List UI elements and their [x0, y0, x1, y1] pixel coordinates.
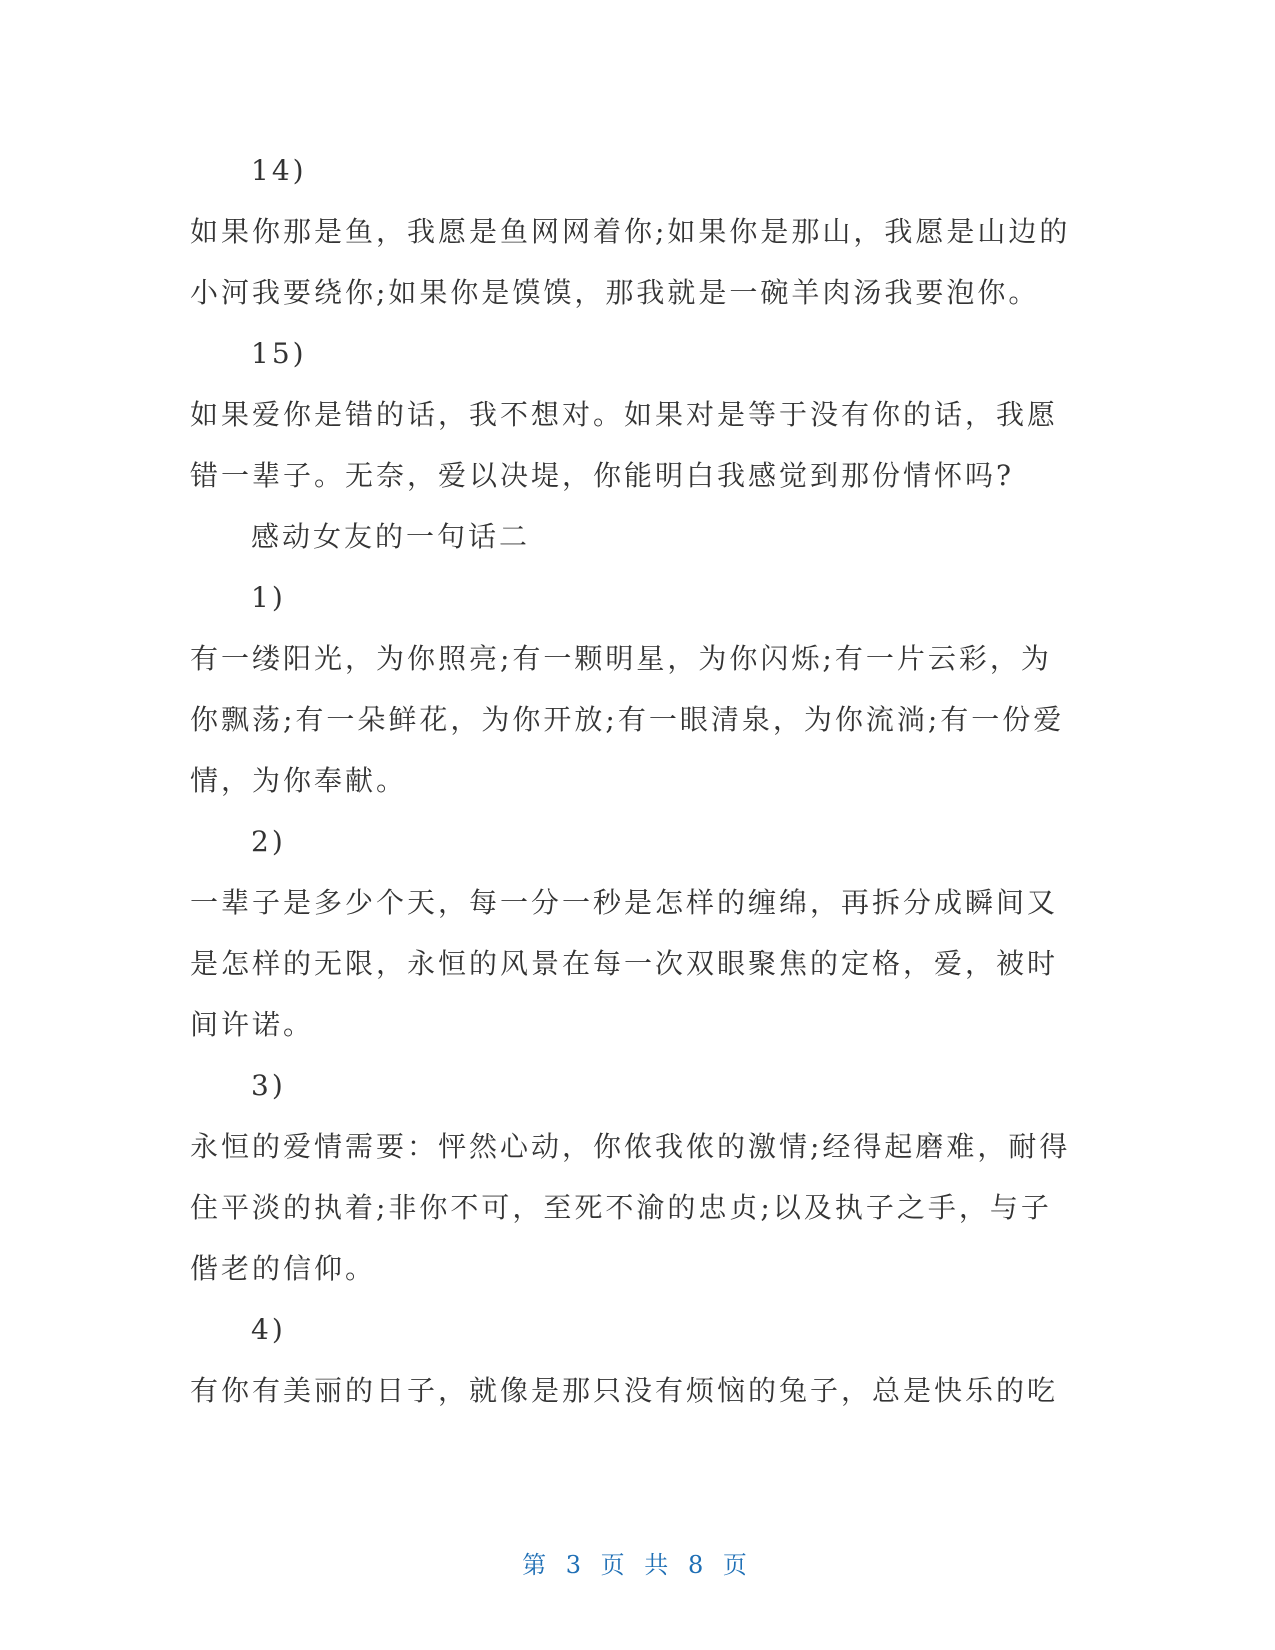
item-number-1: 1)	[251, 581, 286, 614]
paragraph-line: 如果你那是鱼，我愿是鱼网网着你;如果你是那山，我愿是山边的	[190, 215, 1071, 248]
paragraph-line: 小河我要绕你;如果你是馍馍，那我就是一碗羊肉汤我要泡你。	[190, 276, 1040, 309]
paragraph-line: 如果爱你是错的话，我不想对。如果对是等于没有你的话，我愿	[190, 398, 1059, 431]
paragraph-line: 情，为你奉献。	[190, 764, 408, 797]
item-number-4: 4)	[251, 1313, 286, 1346]
paragraph-line: 有一缕阳光，为你照亮;有一颗明星，为你闪烁;有一片云彩，为	[190, 642, 1052, 675]
paragraph-line: 有你有美丽的日子，就像是那只没有烦恼的兔子，总是快乐的吃	[190, 1374, 1059, 1407]
page-number-footer: 第 3 页 共 8 页	[522, 1551, 753, 1579]
paragraph-line: 你飘荡;有一朵鲜花，为你开放;有一眼清泉，为你流淌;有一份爱	[190, 703, 1065, 736]
paragraph-line: 永恒的爱情需要：怦然心动，你侬我侬的激情;经得起磨难，耐得	[190, 1130, 1071, 1163]
item-number-15: 15)	[251, 337, 307, 370]
paragraph-line: 住平淡的执着;非你不可，至死不渝的忠贞;以及执子之手，与子	[190, 1191, 1052, 1224]
paragraph-line: 间许诺。	[190, 1008, 315, 1041]
section-heading: 感动女友的一句话二	[251, 520, 531, 553]
paragraph-line: 是怎样的无限，永恒的风景在每一次双眼聚焦的定格，爱，被时	[190, 947, 1059, 980]
document-body	[190, 140, 1090, 1421]
item-number-3: 3)	[251, 1069, 286, 1102]
item-number-2: 2)	[251, 825, 286, 858]
paragraph-line: 偕老的信仰。	[190, 1252, 377, 1285]
item-number-14: 14)	[251, 154, 307, 187]
paragraph-line: 一辈子是多少个天，每一分一秒是怎样的缠绵，再拆分成瞬间又	[190, 886, 1059, 919]
paragraph-line: 错一辈子。无奈，爱以决堤，你能明白我感觉到那份情怀吗?	[190, 459, 1015, 492]
